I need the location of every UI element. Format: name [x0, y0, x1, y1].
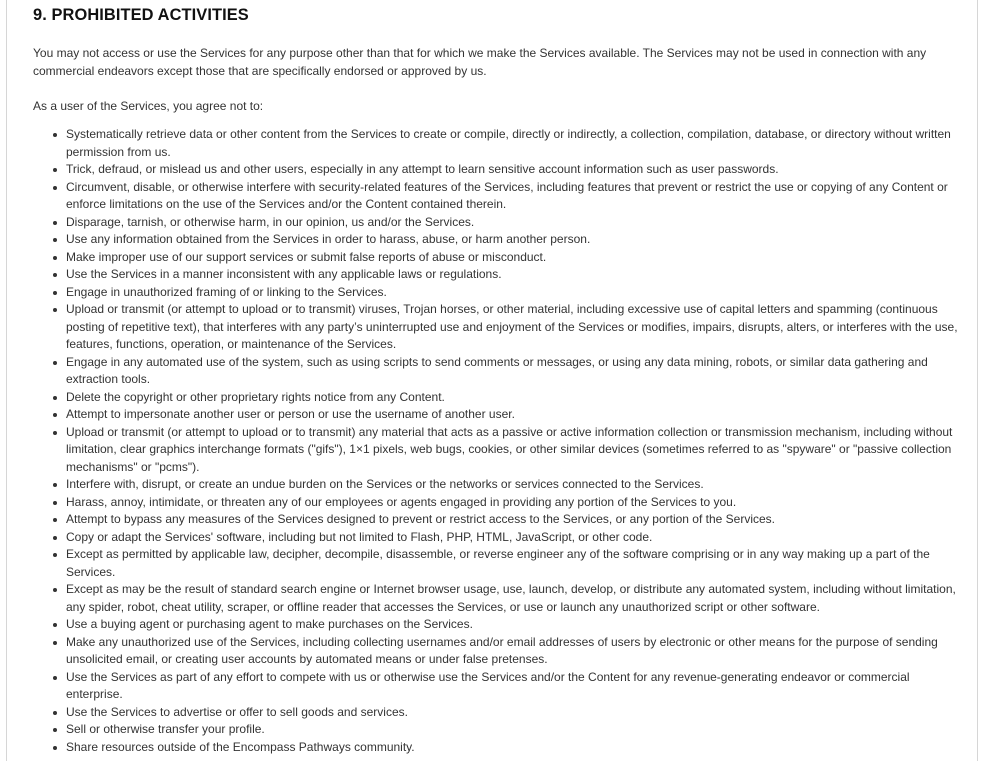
list-item: Use the Services to advertise or offer to sell goods and services. — [66, 704, 963, 722]
document-frame — [6, 0, 978, 761]
list-item: Except as may be the result of standard search engine or Internet browser usage, use, launch, develop, or distribute any automated system, including without limitation, any spider, robot, cheat utility, scraper, or offline reader that accesses the Services, or use or launch any unauthorized script or other software. — [66, 581, 963, 616]
list-item: Engage in unauthorized framing of or linking to the Services. — [66, 284, 963, 302]
list-item: Attempt to bypass any measures of the Services designed to prevent or restrict access to the Services, or any portion of the Services. — [66, 511, 963, 529]
section-heading: 9. PROHIBITED ACTIVITIES — [33, 6, 249, 24]
list-item: Circumvent, disable, or otherwise interfere with security-related features of the Services, including features that prevent or restrict the use or copying of any Content or enforce limitations on the use of the Services and/or the Content contained therein. — [66, 179, 963, 214]
list-item: Make any unauthorized use of the Services, including collecting usernames and/or email addresses of users by electronic or other means for the purpose of sending unsolicited email, or creating user accounts by automated means or under false pretenses. — [66, 634, 963, 669]
list-item: Copy or adapt the Services' software, including but not limited to Flash, PHP, HTML, JavaScript, or other code. — [66, 529, 963, 547]
list-item: Use the Services in a manner inconsistent with any applicable laws or regulations. — [66, 266, 963, 284]
list-item: Make improper use of our support services or submit false reports of abuse or misconduct. — [66, 249, 963, 267]
list-item: Interfere with, disrupt, or create an undue burden on the Services or the networks or services connected to the Services. — [66, 476, 963, 494]
list-item: Except as permitted by applicable law, decipher, decompile, disassemble, or reverse engineer any of the software comprising or in any way making up a part of the Services. — [66, 546, 963, 581]
list-item: Delete the copyright or other proprietary rights notice from any Content. — [66, 389, 963, 407]
list-item: Harass, annoy, intimidate, or threaten any of our employees or agents engaged in providing any portion of the Services to you. — [66, 494, 963, 512]
lead-paragraph: As a user of the Services, you agree not to: — [33, 99, 264, 113]
list-item: Disparage, tarnish, or otherwise harm, in our opinion, us and/or the Services. — [66, 214, 963, 232]
list-item: Use a buying agent or purchasing agent to make purchases on the Services. — [66, 616, 963, 634]
intro-paragraph: You may not access or use the Services for any purpose other than that for which we make the Services available. The Services may not be used in connection with any commercial endeavors except those that are specifically endorsed or approved by us. — [33, 46, 927, 78]
list-item: Trick, defraud, or mislead us and other users, especially in any attempt to learn sensitive account information such as user passwords. — [66, 161, 963, 179]
prohibited-activities-list — [33, 126, 963, 756]
list-item: Share resources outside of the Encompass Pathways community. — [66, 739, 963, 757]
list-item: Upload or transmit (or attempt to upload or to transmit) viruses, Trojan horses, or other material, including excessive use of capital letters and spamming (continuous posting of repetitive text), that interferes with any party’s uninterrupted use and enjoyment of the Services or modifies, impairs, disrupts, alters, or interferes with the use, features, functions, operation, or maintenance of the Services. — [66, 301, 963, 354]
prohibited-activities-section — [33, 0, 963, 756]
list-item: Upload or transmit (or attempt to upload or to transmit) any material that acts as a passive or active information collection or transmission mechanism, including without limitation, clear graphics interchange formats ("gifs"), 1×1 pixels, web bugs, cookies, or other similar devices (sometimes referred to as "spyware" or "passive collection mechanisms" or "pcms"). — [66, 424, 963, 477]
list-item: Sell or otherwise transfer your profile. — [66, 721, 963, 739]
list-item: Attempt to impersonate another user or person or use the username of another user. — [66, 406, 963, 424]
list-item: Use any information obtained from the Services in order to harass, abuse, or harm another person. — [66, 231, 963, 249]
list-item: Use the Services as part of any effort to compete with us or otherwise use the Services and/or the Content for any revenue-generating endeavor or commercial enterprise. — [66, 669, 963, 704]
list-item: Systematically retrieve data or other content from the Services to create or compile, directly or indirectly, a collection, compilation, database, or directory without written permission from us. — [66, 126, 963, 161]
list-item: Engage in any automated use of the system, such as using scripts to send comments or messages, or using any data mining, robots, or similar data gathering and extraction tools. — [66, 354, 963, 389]
